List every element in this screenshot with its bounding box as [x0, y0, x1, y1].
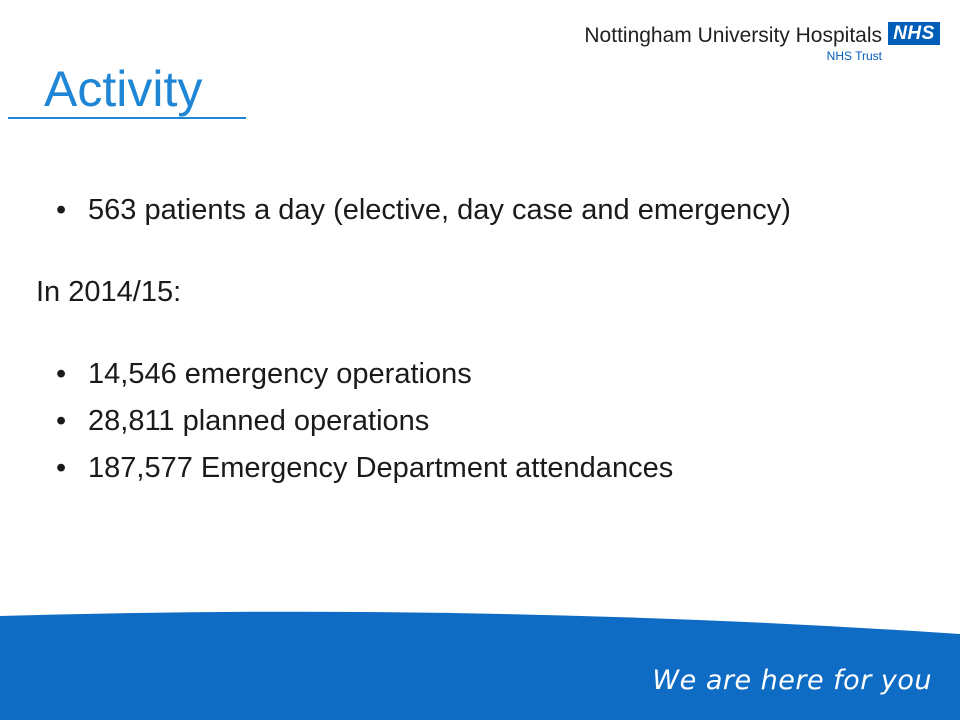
- year-label: In 2014/15:: [36, 276, 182, 308]
- footer-tagline: We are here for you: [652, 665, 932, 696]
- trust-logo: [570, 18, 940, 68]
- bullet-item: [52, 192, 912, 228]
- stats-list: [52, 356, 912, 486]
- bullet-item: [52, 450, 912, 486]
- org-subtitle: NHS Trust: [826, 49, 882, 63]
- slide-content: [36, 192, 912, 497]
- nhs-logo-badge: NHS: [888, 22, 940, 45]
- org-name: Nottingham University Hospitals: [584, 24, 882, 47]
- bullet-dot: •: [56, 194, 67, 226]
- bullet-text: 28,811 planned operations: [88, 405, 430, 437]
- bullet-item: [52, 356, 912, 392]
- footer-wave-shape: [0, 608, 960, 720]
- bullet-dot: •: [56, 358, 67, 390]
- bullet-text: 14,546 emergency operations: [88, 358, 472, 390]
- bullet-item: [52, 403, 912, 439]
- footer-wave-band: [0, 608, 960, 720]
- bullet-text: 563 patients a day (elective, day case and emergency): [88, 194, 791, 226]
- bullet-dot: •: [56, 405, 67, 437]
- title-underline: [8, 117, 246, 119]
- bullet-text: 187,577 Emergency Department attendances: [88, 452, 674, 484]
- bullet-dot: •: [56, 452, 67, 484]
- slide-title: Activity: [44, 61, 203, 117]
